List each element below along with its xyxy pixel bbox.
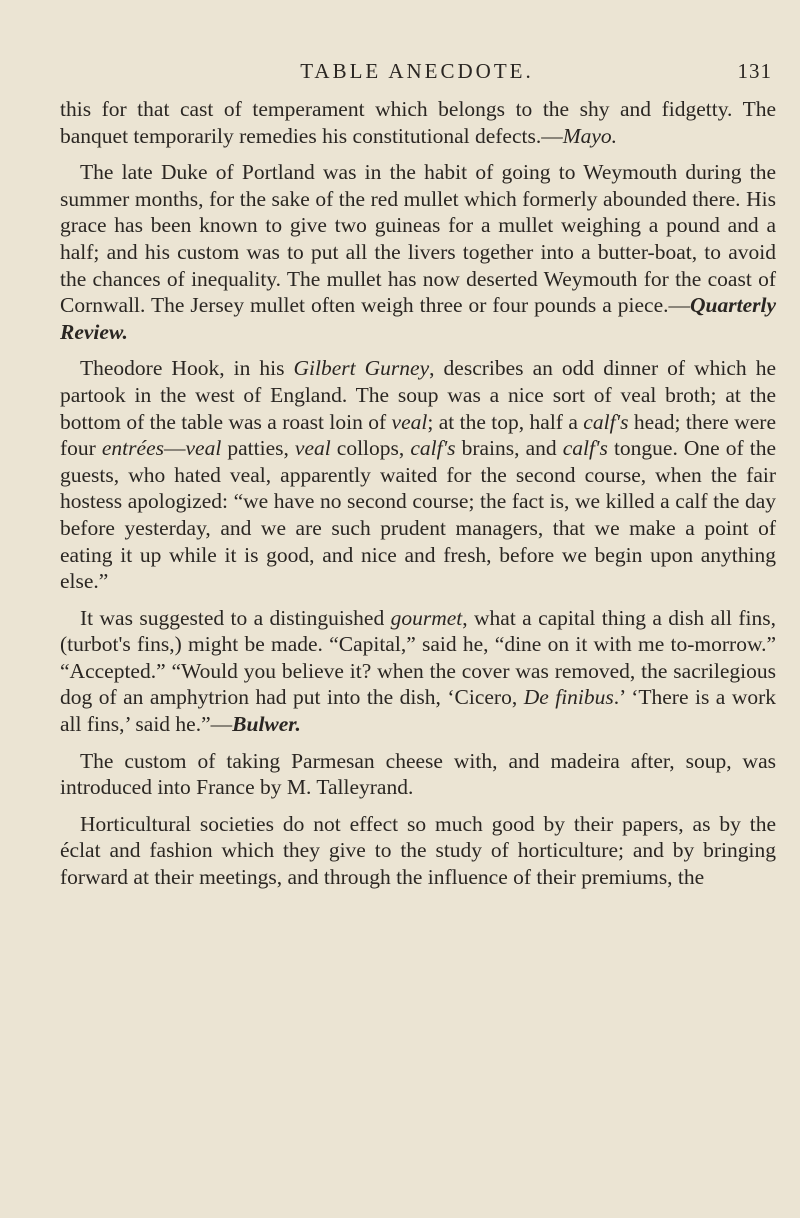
text-span: , what a capital thing a dish all fins, (turbot's fins,) might be made. “Capital,” said he, “dine on it with me to-morrow.” “Accepted.” “Would you believe it? when the cover was removed, the sacrilegious dog of an amphytrion had put into the dish, ‘Cicero, bbox=[60, 605, 776, 710]
text-span: ; at the top, half a bbox=[427, 409, 584, 434]
paragraph-gourmet bbox=[60, 605, 776, 738]
italic-word: calf's bbox=[410, 436, 456, 461]
italic-word: veal bbox=[185, 436, 222, 461]
paragraph-text: this for that cast of temperament which belongs to the shy and fidgetty. The banquet temporarily remedies his constitutional defects.— bbox=[60, 97, 776, 148]
italic-word: gourmet bbox=[390, 605, 463, 630]
text-span: patties, bbox=[221, 436, 295, 461]
italic-word: calf's bbox=[583, 409, 629, 434]
paragraph-horticultural bbox=[60, 811, 776, 891]
text-span: tongue. One of the guests, who hated veal, apparently waited for the second course, when the fair hostess apologized: “we have no second course; the fact is, we killed a calf the day before yesterday, and we are such prudent managers, that we make a point of eating it up while it is good, and nice and fresh, before we begin upon anything else.” bbox=[60, 436, 777, 594]
paragraph-hook bbox=[60, 355, 776, 594]
paragraph-parmesan bbox=[60, 748, 776, 801]
book-title: Gilbert Gurney bbox=[293, 356, 430, 381]
paragraph-text: The custom of taking Parmesan cheese with, and madeira after, soup, was introduced into France by M. Talleyrand. bbox=[60, 748, 776, 800]
italic-word: entrées bbox=[101, 436, 164, 461]
italic-word: veal bbox=[294, 436, 331, 461]
source-citation: Quarterly Review. bbox=[60, 293, 776, 344]
paragraph-portland bbox=[60, 159, 776, 345]
book-title: De finibus bbox=[523, 685, 614, 710]
page-number: 131 bbox=[737, 59, 772, 83]
source-citation: Mayo. bbox=[562, 123, 618, 148]
text-span: collops, bbox=[330, 436, 411, 461]
paragraph-text: The late Duke of Portland was in the habit of going to Weymouth during the summer months, for the sake of the red mullet which formerly abounded there. His grace has been known to give two guineas for a mullet weighing a pound and a half; and his custom was to put all the livers together into a butter-boat, to avoid the chances of inequality. The mullet has now deserted Weymouth for the coast of Cornwall. The Jersey mullet often weigh three or four pounds a piece.— bbox=[60, 160, 776, 318]
source-citation: Bulwer. bbox=[232, 712, 301, 737]
body-text bbox=[60, 96, 776, 901]
text-span: — bbox=[163, 436, 186, 461]
italic-word: veal bbox=[391, 409, 428, 434]
running-title: TABLE ANECDOTE. bbox=[300, 59, 534, 83]
italic-word: calf's bbox=[562, 436, 608, 461]
running-head bbox=[62, 56, 772, 86]
text-span: , describes an odd dinner of which he partook in the west of England. The soup was a nice sort of veal broth; at the bottom of the table was a roast loin of bbox=[60, 356, 776, 434]
paragraph-mayo bbox=[60, 96, 776, 149]
paragraph-text: Horticultural societies do not effect so much good by their papers, as by the éclat and fashion which they give to the study of horticulture; and by bringing forward at their meetings, and through the influence of their premiums, the bbox=[60, 811, 776, 890]
text-span: brains, and bbox=[455, 436, 563, 461]
text-span: Theodore Hook, in his bbox=[80, 356, 294, 381]
text-span: head; there were four bbox=[60, 409, 776, 461]
text-span: .’ ‘There is a work all fins,’ said he.”— bbox=[60, 685, 777, 737]
text-span: It was suggested to a distinguished bbox=[80, 605, 391, 630]
